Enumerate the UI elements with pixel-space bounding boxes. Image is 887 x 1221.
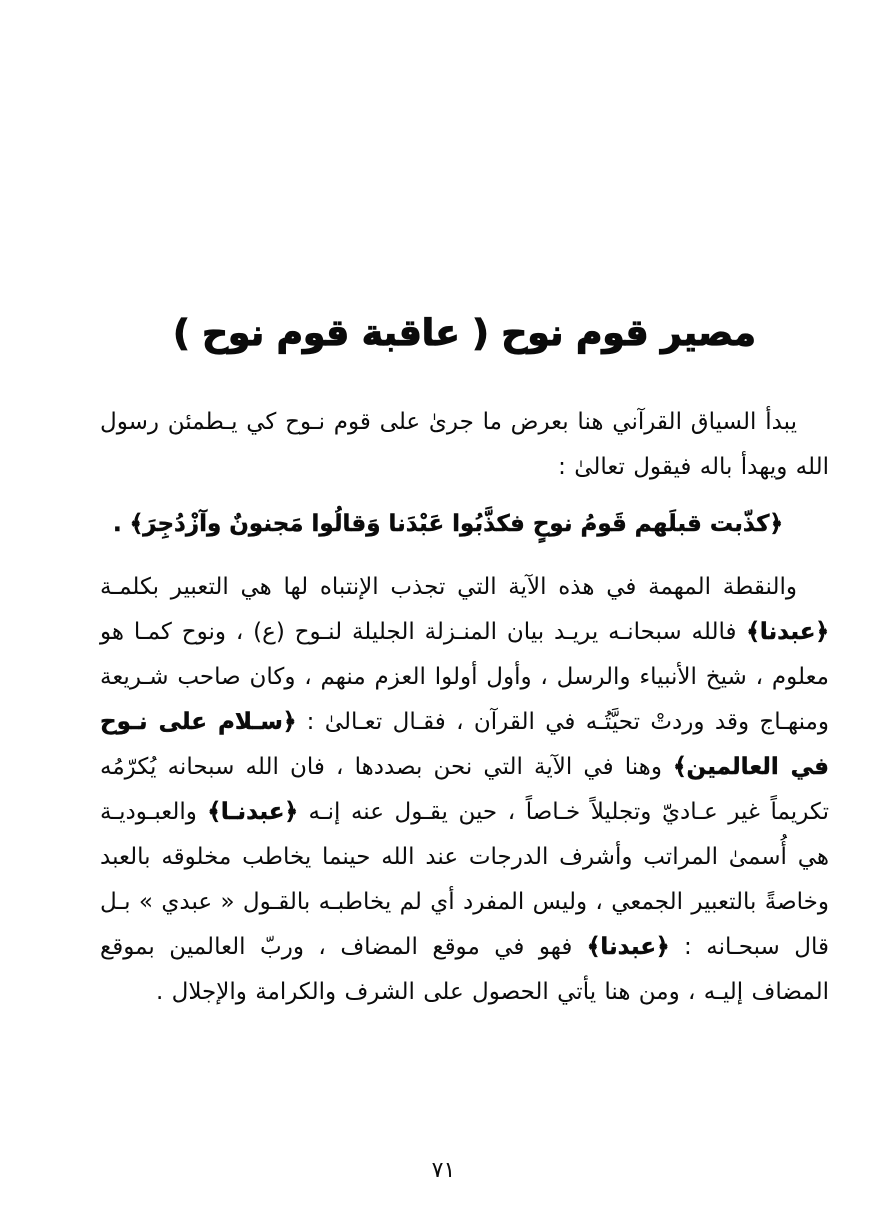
page-number: ٧١ — [431, 1158, 456, 1183]
page-content — [100, 304, 829, 1015]
text-segment: فهو في موقع المضاف ، وربّ العالمين بموقع المضاف إليـه ، ومن هنا يأتي الحصول على الشرف والكرامة والإجلال . — [100, 934, 829, 1005]
text-segment: والنقطة المهمة في هذه الآية التي تجذب الإنتباه لها هي التعبير بكلمـة — [100, 574, 797, 600]
text-segment: فالله سبحانـه يريـد بيان المنـزلة الجليلة لنـوح (ع) ، ونوح كمـا هو معلوم ، شيخ الأنبياء والرسل ، وأول أولوا العزم منهم ، وكان صاحب شـريعة ومنهـاج وقد وردتْ تحيَّتُـه في القرآن ، فقـال تعـالىٰ : — [100, 619, 829, 735]
quran-quote-abdana-2: ﴿عبدنـا﴾ — [207, 799, 298, 825]
quran-verse: ﴿كذّبت قبلَهم قَومُ نوحٍ فكذَّبُوا عَبْدَنا وَقالُوا مَجنونٌ وآزْدُجِرَ﴾ . — [112, 511, 783, 537]
text-segment: وهنا في الآية التي نحن بصددها ، فان الله سبحانه يُكرّمُه تكريماً غير عـاديّ وتجليلاً خـاصاً ، حين يقـول عنه إنـه — [100, 754, 829, 825]
chapter-title: مصير قوم نوح ( عاقبة قوم نوح ) — [173, 313, 756, 354]
intro-paragraph: يبدأ السياق القرآني هنا بعرض ما جرىٰ على قوم نـوح كي يـطمئن رسول الله ويهدأ باله فيقول تعالىٰ : — [100, 409, 829, 480]
quran-quote-abdana-3: ﴿عبدنا﴾ — [586, 934, 670, 960]
quran-quote-salam: ﴿سـلام على نـوح في العالمين﴾ — [100, 709, 829, 780]
text-segment: والعبـوديـة هي أُسمىٰ المراتب وأشرف الدرجات عند الله حينما يخاطب مخلوقه بالعبد وخاصةً بالتعبير الجمعي ، وليس المفرد أي لم يخاطبـه بالقـول « عبدي » بـل قال سبحـانه : — [100, 799, 829, 960]
body-paragraph — [100, 565, 829, 1015]
quran-quote-abdana-1: ﴿عبدنا﴾ — [746, 619, 829, 645]
